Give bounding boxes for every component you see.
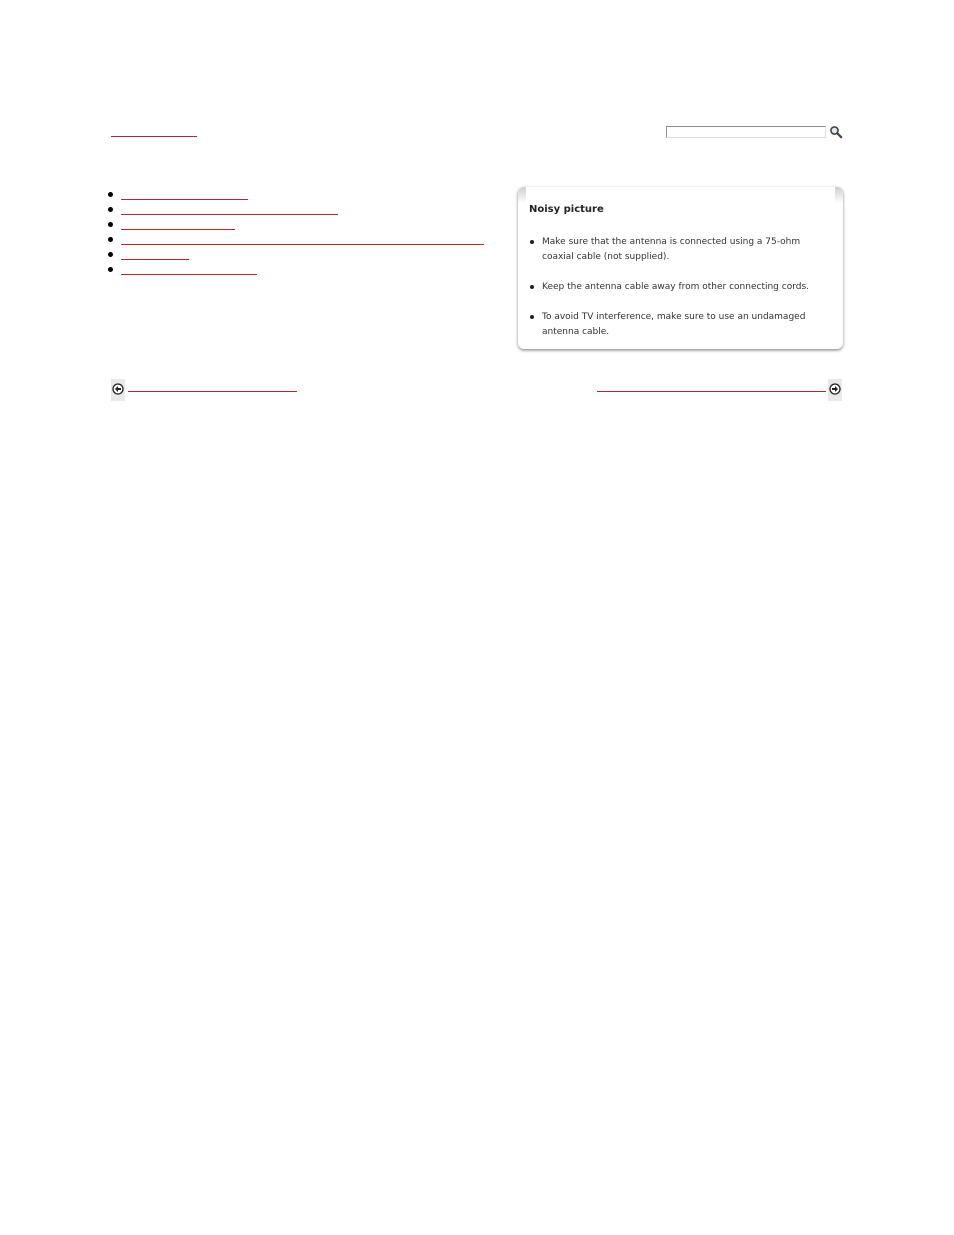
search-button[interactable] — [829, 124, 843, 138]
bullet-icon — [108, 267, 113, 272]
panel-title: Noisy picture — [529, 204, 604, 215]
magnifier-icon — [829, 125, 843, 139]
bullet-icon — [108, 252, 113, 257]
bullet-icon — [108, 192, 113, 197]
tip-text: Keep the antenna cable away from other connecting cords. — [542, 282, 810, 292]
nav-link[interactable] — [121, 199, 248, 200]
nav-link[interactable] — [121, 229, 235, 230]
panel-corner — [518, 187, 526, 203]
tip-text: Make sure that the antenna is connected using a 75-ohm coaxial cable (not supplied). — [542, 237, 801, 262]
nav-link[interactable] — [121, 214, 338, 215]
nav-link[interactable] — [121, 274, 257, 275]
bullet-icon — [530, 315, 534, 319]
tips-list — [529, 235, 829, 355]
bullet-icon — [108, 237, 113, 242]
troubleshooting-panel — [518, 187, 843, 349]
next-page-button[interactable] — [828, 379, 842, 401]
bullet-icon — [530, 285, 534, 289]
prev-page-link[interactable] — [128, 391, 297, 392]
tip-text: To avoid TV interference, make sure to use an undamaged antenna cable. — [542, 312, 806, 337]
tip-item — [529, 280, 829, 295]
search-input[interactable] — [666, 126, 826, 138]
panel-corner — [835, 187, 843, 203]
bullet-icon — [108, 207, 113, 212]
bullet-icon — [108, 222, 113, 227]
prev-page-button[interactable] — [111, 379, 125, 401]
tip-item — [529, 235, 829, 265]
arrow-right-circle-icon — [828, 379, 842, 401]
nav-link[interactable] — [121, 259, 189, 260]
next-page-link[interactable] — [597, 391, 826, 392]
tip-item — [529, 310, 829, 340]
top-link[interactable] — [111, 136, 197, 137]
arrow-left-circle-icon — [111, 379, 125, 401]
nav-link[interactable] — [121, 244, 484, 245]
bullet-icon — [530, 240, 534, 244]
